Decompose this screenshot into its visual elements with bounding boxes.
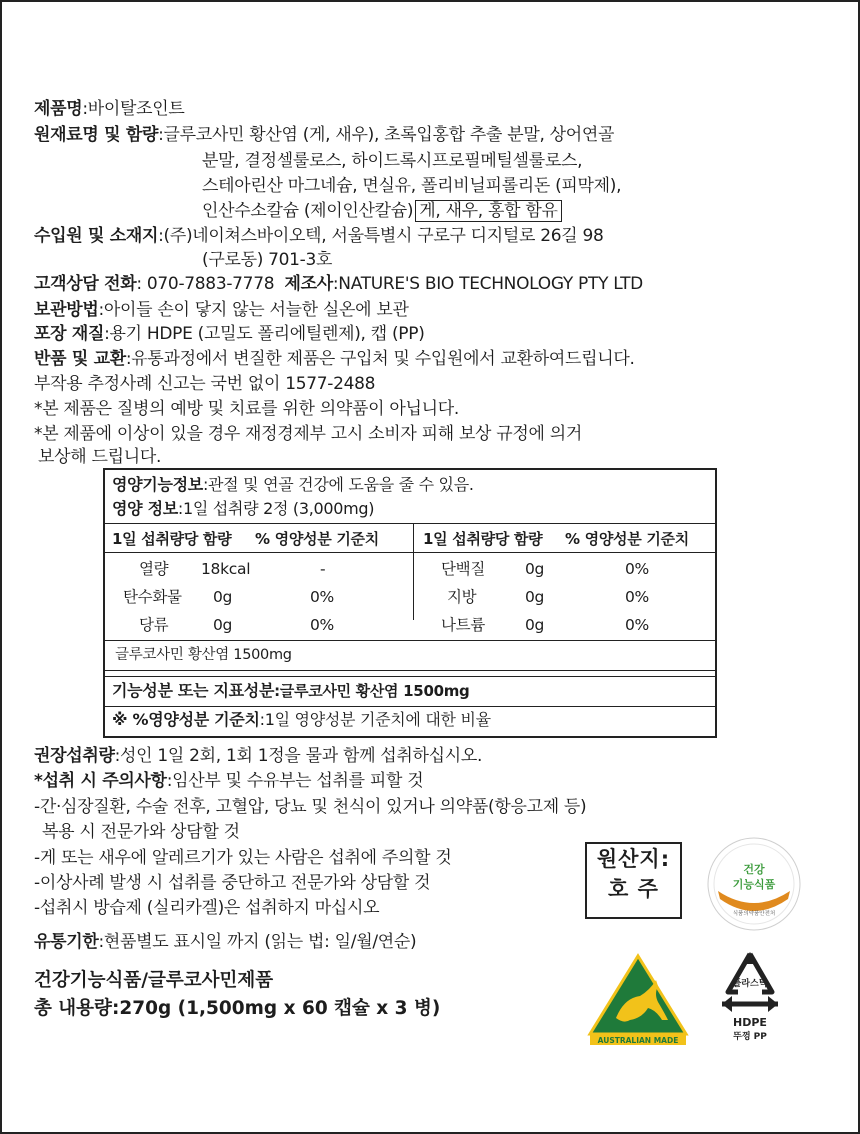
- nutrient-percent: 0%: [625, 560, 649, 578]
- storage-line: [34, 298, 409, 322]
- caution-item: -간·심장질환, 수술 전후, 고혈압, 당뇨 및 천식이 있거나 의약품(항응고제 등): [34, 797, 587, 817]
- product-name-line: [34, 97, 185, 121]
- nutrient-amount: 18kcal: [201, 560, 251, 578]
- caution-item: 복용 시 전문가와 상담할 것: [42, 822, 240, 842]
- origin-value: 호 주: [608, 877, 659, 901]
- ingredients-text-3: 스테아린산 마그네슘, 면실유, 폴리비닐피롤리돈 (피막제),: [202, 176, 622, 196]
- compensation-note-2: 보상해 드립니다.: [38, 447, 162, 467]
- origin-label: 원산지:: [596, 847, 671, 871]
- allergen-box: 게, 새우, 홍합 함유: [415, 200, 561, 222]
- expiry-label: 유통기한: [34, 932, 99, 952]
- ingredients-text-4: 인산수소칼슘 (제이인산칼슘): [202, 201, 414, 221]
- maker-label: 제조사: [284, 274, 333, 294]
- phone-maker-line: [34, 272, 643, 296]
- content-line: [34, 996, 440, 1022]
- functional-rule-top: [105, 670, 715, 671]
- content-label: 총 내용량: [34, 998, 112, 1019]
- table-center-divider: [413, 524, 414, 620]
- nutrient-name: 당류: [139, 616, 169, 634]
- storage-value: :아이들 손이 닿지 않는 서늘한 실온에 보관: [98, 300, 409, 320]
- recycle-label: 플라스틱: [732, 979, 768, 989]
- ingredients-label: 원재료명 및 함량: [34, 125, 159, 145]
- return-line: [34, 347, 635, 371]
- recycle-cap: 뚜껑 PP: [733, 1032, 767, 1042]
- importer-text-1: :(주)네이쳐스바이오텍, 서울특별시 구로구 디지털로 26길 98: [158, 226, 604, 246]
- standard-rule: [105, 706, 715, 707]
- nutrient-name: 열량: [139, 560, 169, 578]
- dose-value: :성인 1일 2회, 1회 1정을 물과 함께 섭취하십시오.: [114, 746, 483, 766]
- packaging-label: 포장 재질: [34, 324, 105, 344]
- nutrient-name: 지방: [447, 588, 477, 606]
- expiry-line: [34, 930, 416, 954]
- nutrient-amount: 0g: [525, 560, 545, 578]
- glucosamine-rule: [105, 640, 715, 641]
- nutrient-percent: 0%: [310, 616, 334, 634]
- functional-rule-top2: [105, 676, 715, 677]
- storage-label: 보관방법: [34, 300, 99, 320]
- phone-label: 고객상담 전화: [34, 274, 137, 294]
- medicine-note: *본 제품은 질병의 예방 및 치료를 위한 의약품이 아닙니다.: [34, 399, 459, 419]
- header-rule: [105, 552, 715, 553]
- functional-value: :글루코사민 황산염 1500mg: [274, 682, 470, 700]
- expiry-value: :현품별도 표시일 까지 (읽는 법: 일/월/연순): [98, 932, 417, 952]
- product-name-label: 제품명: [34, 99, 83, 119]
- serving-info-label: 영양 정보: [112, 499, 178, 518]
- maker-value: :NATURE'S BIO TECHNOLOGY PTY LTD: [332, 274, 643, 294]
- caution-label: *섭취 시 주의사항: [34, 771, 167, 791]
- ingredients-line-4: [202, 199, 562, 223]
- caution-item: -섭취시 방습제 (실리카겔)은 섭취하지 마십시오: [34, 898, 380, 918]
- australian-made-text: AUSTRALIAN MADE: [597, 1036, 679, 1045]
- nutrient-name: 단백질: [441, 560, 486, 578]
- recycle-mark-icon: [714, 950, 786, 1046]
- nutrient-amount: 0g: [525, 588, 545, 606]
- recycle-material: HDPE: [733, 1016, 767, 1029]
- nutrient-percent: 0%: [310, 588, 334, 606]
- standard-line: [112, 709, 491, 731]
- function-info-label: 영양기능정보: [112, 475, 203, 494]
- left-header-percent: % 영양성분 기준치: [255, 530, 379, 548]
- nutrient-name: 탄수화물: [123, 588, 182, 606]
- dose-label: 권장섭취량: [34, 746, 115, 766]
- caution-value: :임산부 및 수유부는 섭취를 피할 것: [166, 771, 424, 791]
- serving-info-line: [112, 498, 374, 520]
- compensation-note-1: *본 제품에 이상이 있을 경우 재정경제부 고시 소비자 피해 보상 규정에 의거: [34, 424, 583, 444]
- dose-line: [34, 744, 482, 768]
- caution-line: [34, 769, 423, 793]
- return-label: 반품 및 교환: [34, 349, 126, 369]
- nutrient-name: 나트륨: [441, 616, 486, 634]
- caution-item: -이상사례 발생 시 섭취를 중단하고 전문가와 상담할 것: [34, 873, 431, 893]
- serving-info-value: :1일 섭취량 2정 (3,000mg): [177, 499, 375, 518]
- nutrient-amount: 0g: [525, 616, 545, 634]
- badge-line2: 기능식품: [732, 878, 776, 891]
- content-value: :270g (1,500mg x 60 캡슐 x 3 병): [111, 998, 441, 1019]
- function-info-value: :관절 및 연골 건강에 도움을 줄 수 있음.: [202, 475, 474, 494]
- nutrient-percent: -: [320, 560, 326, 578]
- right-header-amount: 1일 섭취량당 함량: [423, 530, 543, 548]
- nutrient-amount: 0g: [213, 616, 233, 634]
- right-header-percent: % 영양성분 기준치: [565, 530, 689, 548]
- return-value: :유통과정에서 변질한 제품은 구입처 및 수입원에서 교환하여드립니다.: [125, 349, 635, 369]
- badge-sub: 식품의약품안전처: [732, 911, 776, 917]
- product-category: 건강기능식품/글루코사민제품: [34, 970, 274, 991]
- phone-value: : 070-7883-7778: [136, 274, 275, 294]
- ingredients-line-1: [34, 123, 614, 147]
- product-name-value: :바이탈조인트: [82, 99, 185, 119]
- left-header-amount: 1일 섭취량당 함량: [112, 530, 232, 548]
- packaging-value: :용기 HDPE (고밀도 폴리에틸렌제), 캡 (PP): [104, 324, 425, 344]
- functional-label: 기능성분 또는 지표성분: [112, 681, 275, 700]
- origin-box: [585, 842, 682, 919]
- importer-label: 수입원 및 소재지: [34, 226, 159, 246]
- importer-line-1: [34, 224, 604, 248]
- side-effect-line: 부작용 추정사례 신고는 국번 없이 1577-2488: [34, 374, 376, 394]
- importer-text-2: (구로동) 701-3호: [202, 250, 333, 270]
- caution-item: -게 또는 새우에 알레르기가 있는 사람은 섭취에 주의할 것: [34, 848, 452, 868]
- nutrient-percent: 0%: [625, 588, 649, 606]
- standard-label: ※ %영양성분 기준치: [112, 710, 260, 729]
- packaging-line: [34, 322, 425, 346]
- australian-made-logo-icon: [586, 950, 690, 1046]
- nutrient-percent: 0%: [625, 616, 649, 634]
- badge-line1: 건강: [743, 863, 765, 876]
- nutrition-box: [103, 468, 717, 738]
- functional-line: [112, 680, 470, 702]
- function-info-line: [112, 474, 474, 496]
- ingredients-text-1: :글루코사민 황산염 (게, 새우), 초록입홍합 추출 분말, 상어연골: [158, 125, 615, 145]
- health-food-badge-icon: [704, 835, 804, 933]
- ingredients-text-2: 분말, 결정셀룰로스, 하이드록시프로필메틸셀룰로스,: [202, 151, 583, 171]
- standard-value: :1일 영양성분 기준치에 대한 비율: [259, 710, 491, 729]
- table-top-rule: [105, 523, 715, 524]
- nutrient-amount: 0g: [213, 588, 233, 606]
- glucosamine-content: 글루코사민 황산염 1500mg: [115, 647, 292, 663]
